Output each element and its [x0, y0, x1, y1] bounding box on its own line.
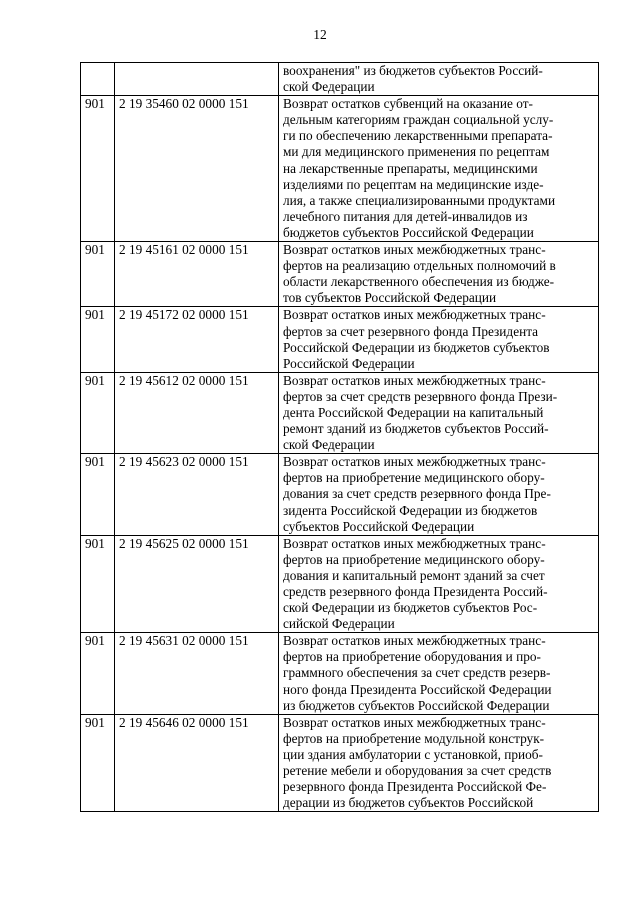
admin-code-cell: 901	[81, 454, 115, 535]
income-description-cell	[279, 633, 599, 714]
description-line: области лекарственного обеспечения из бюдже-	[283, 274, 555, 290]
table-row	[81, 714, 599, 812]
description-line: лечебного питания для детей-инвалидов из	[283, 208, 528, 224]
description-line: изделиями по рецептам на медицинские изде-	[283, 176, 544, 192]
description-line: ской Федерации из бюджетов субъектов Рос-	[283, 600, 538, 616]
description-line: ретение мебели и оборудования за счет средств	[283, 763, 552, 779]
description-line: фертов на приобретение медицинского обору-	[283, 470, 545, 486]
admin-code-cell: 901	[81, 307, 115, 372]
description-line: ного фонда Президента Российской Федерации	[283, 681, 552, 697]
description-line: зидента Российской Федерации из бюджетов	[283, 502, 538, 518]
description-line: фертов за счет резервного фонда Президента	[283, 323, 539, 339]
income-description-cell	[279, 454, 599, 535]
admin-code-cell: 901	[81, 714, 115, 812]
description-line: дования за счет средств резервного фонда Пре-	[283, 486, 551, 502]
table-body	[81, 63, 599, 812]
budget-code-cell: 2 19 45623 02 0000 151	[115, 454, 279, 535]
description-line: Возврат остатков иных межбюджетных транс-	[283, 535, 546, 551]
description-line: ги по обеспечению лекарственными препарата-	[283, 128, 553, 144]
description-line: Возврат остатков иных межбюджетных транс-	[283, 242, 546, 258]
description-line: Российской Федерации из бюджетов субъектов	[283, 339, 550, 355]
budget-code-cell: 2 19 45625 02 0000 151	[115, 535, 279, 633]
description-line: Возврат остатков субвенций на оказание от-	[283, 96, 533, 112]
budget-code-cell: 2 19 45612 02 0000 151	[115, 372, 279, 453]
income-description-cell	[279, 96, 599, 242]
description-line: граммного обеспечения за счет средств резерв-	[283, 665, 551, 681]
admin-code-cell: 901	[81, 633, 115, 714]
income-description-cell	[279, 535, 599, 633]
description-line: тов субъектов Российской Федерации	[283, 290, 497, 306]
income-description-cell	[279, 372, 599, 453]
table-row	[81, 96, 599, 242]
table-row	[81, 63, 599, 96]
income-description-cell	[279, 63, 599, 96]
description-line: субъектов Российской Федерации	[283, 518, 475, 534]
description-line: фертов на реализацию отдельных полномочий в	[283, 258, 556, 274]
description-line: фертов на приобретение оборудования и про-	[283, 649, 541, 665]
description-line: фертов за счет средств резервного фонда Прези-	[283, 388, 558, 404]
budget-code-cell	[115, 63, 279, 96]
description-line: ской Федерации	[283, 79, 375, 95]
description-line: бюджетов субъектов Российской Федерации	[283, 224, 534, 240]
description-line: ции здания амбулатории с установкой, приоб-	[283, 746, 543, 762]
description-line: воохранения" из бюджетов субъектов Россий-	[283, 63, 543, 78]
description-line: лия, а также специализированными продуктами	[283, 192, 556, 208]
description-line: Возврат остатков иных межбюджетных транс-	[283, 633, 546, 649]
budget-code-cell: 2 19 35460 02 0000 151	[115, 96, 279, 242]
table-row	[81, 307, 599, 372]
description-line: дования и капитальный ремонт зданий за счет	[283, 567, 545, 583]
description-line: из бюджетов субъектов Российской Федерации	[283, 697, 550, 713]
description-line: дерации из бюджетов субъектов Российской	[283, 795, 534, 811]
budget-code-cell: 2 19 45161 02 0000 151	[115, 242, 279, 307]
description-line: дельным категориям граждан социальной услу-	[283, 112, 554, 128]
description-line: ми для медицинского применения по рецептам	[283, 144, 550, 160]
admin-code-cell: 901	[81, 242, 115, 307]
admin-code-cell: 901	[81, 372, 115, 453]
admin-code-cell: 901	[81, 96, 115, 242]
budget-code-cell: 2 19 45172 02 0000 151	[115, 307, 279, 372]
admin-code-cell: 901	[81, 535, 115, 633]
income-description-cell	[279, 307, 599, 372]
admin-code-cell	[81, 63, 115, 96]
income-description-cell	[279, 242, 599, 307]
budget-code-cell: 2 19 45646 02 0000 151	[115, 714, 279, 812]
description-line: Возврат остатков иных межбюджетных транс-	[283, 714, 546, 730]
description-line: Возврат остатков иных межбюджетных транс-	[283, 454, 546, 470]
description-line: на лекарственные препараты, медицинскими	[283, 160, 538, 176]
table-row	[81, 372, 599, 453]
description-line: фертов на приобретение медицинского обору-	[283, 551, 545, 567]
table-row	[81, 242, 599, 307]
table-row	[81, 454, 599, 535]
description-line: дента Российской Федерации на капитальный	[283, 404, 544, 420]
table-row	[81, 535, 599, 633]
description-line: Российской Федерации	[283, 355, 415, 371]
description-line: ской Федерации	[283, 437, 375, 453]
description-line: резервного фонда Президента Российской Фе-	[283, 779, 547, 795]
description-line: Возврат остатков иных межбюджетных транс-	[283, 307, 546, 323]
description-line: фертов на приобретение модульной конструк-	[283, 730, 545, 746]
page-number: 12	[313, 27, 327, 42]
description-line: сийской Федерации	[283, 616, 395, 632]
budget-codes-table	[80, 62, 599, 812]
description-line: ремонт зданий из бюджетов субъектов Россий-	[283, 421, 549, 437]
description-line: средств резервного фонда Президента Россий-	[283, 584, 548, 599]
table-row	[81, 633, 599, 714]
income-description-cell	[279, 714, 599, 812]
budget-code-cell: 2 19 45631 02 0000 151	[115, 633, 279, 714]
description-line: Возврат остатков иных межбюджетных транс-	[283, 372, 546, 388]
